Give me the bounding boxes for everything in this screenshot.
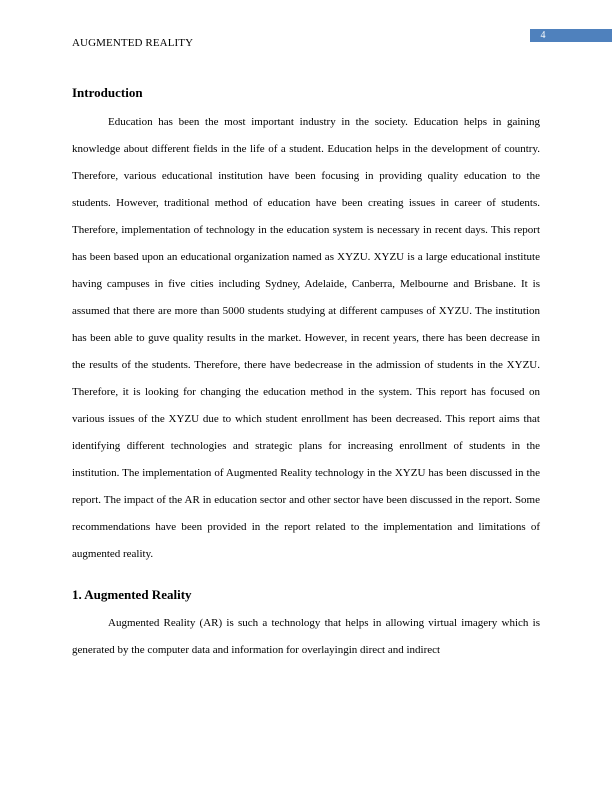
augmented-reality-heading: 1. Augmented Reality [72,587,192,602]
running-header-title: AUGMENTED REALITY [72,37,194,49]
introduction-heading: Introduction [72,85,143,100]
augmented-reality-paragraph: Augmented Reality (AR) is such a technology that helps in allowing virtual imagery which is generated by the computer data and information for overlayingin direct and indirect [72,617,540,656]
document-body [72,84,540,664]
introduction-paragraph: Education has been the most important industry in the society. Education helps in gaining knowledge about different fields in the life of a student. Education helps in the development of country. Therefore, various educational institution have been focusing in providing quality education to the students. However, traditional method of education have been creating issues in career of students. Therefore, implementation of technology in the education system is necessary in recent days. This report has been based upon an educational organization named as XYZU. XYZU is a large educational institute having campuses in five cities including Sydney, Adelaide, Canberra, Melbourne and Brisbane. It is assumed that there are more than 5000 students studying at different campuses of XYZU. The institution has been able to guve quality results in the market. However, in recent years, there has been decrease in the results of the students. Therefore, there have bedecrease in the admission of students in the XYZU. Therefore, it is looking for changing the education method in the system. This report has focused on various issues of the XYZU due to which student enrollment has been decreased. This report aims that identifying different technologies and strategic plans for increasing enrollment of students in the institution. The implementation of Augmented Reality technology in the XYZU has been discussed in the report. The impact of the AR in education sector and other sector have been discussed in the report. Some recommendations have been provided in the report related to the implementation and limitations of augmented reality. [72,116,540,560]
page-number: 4 [540,30,546,41]
